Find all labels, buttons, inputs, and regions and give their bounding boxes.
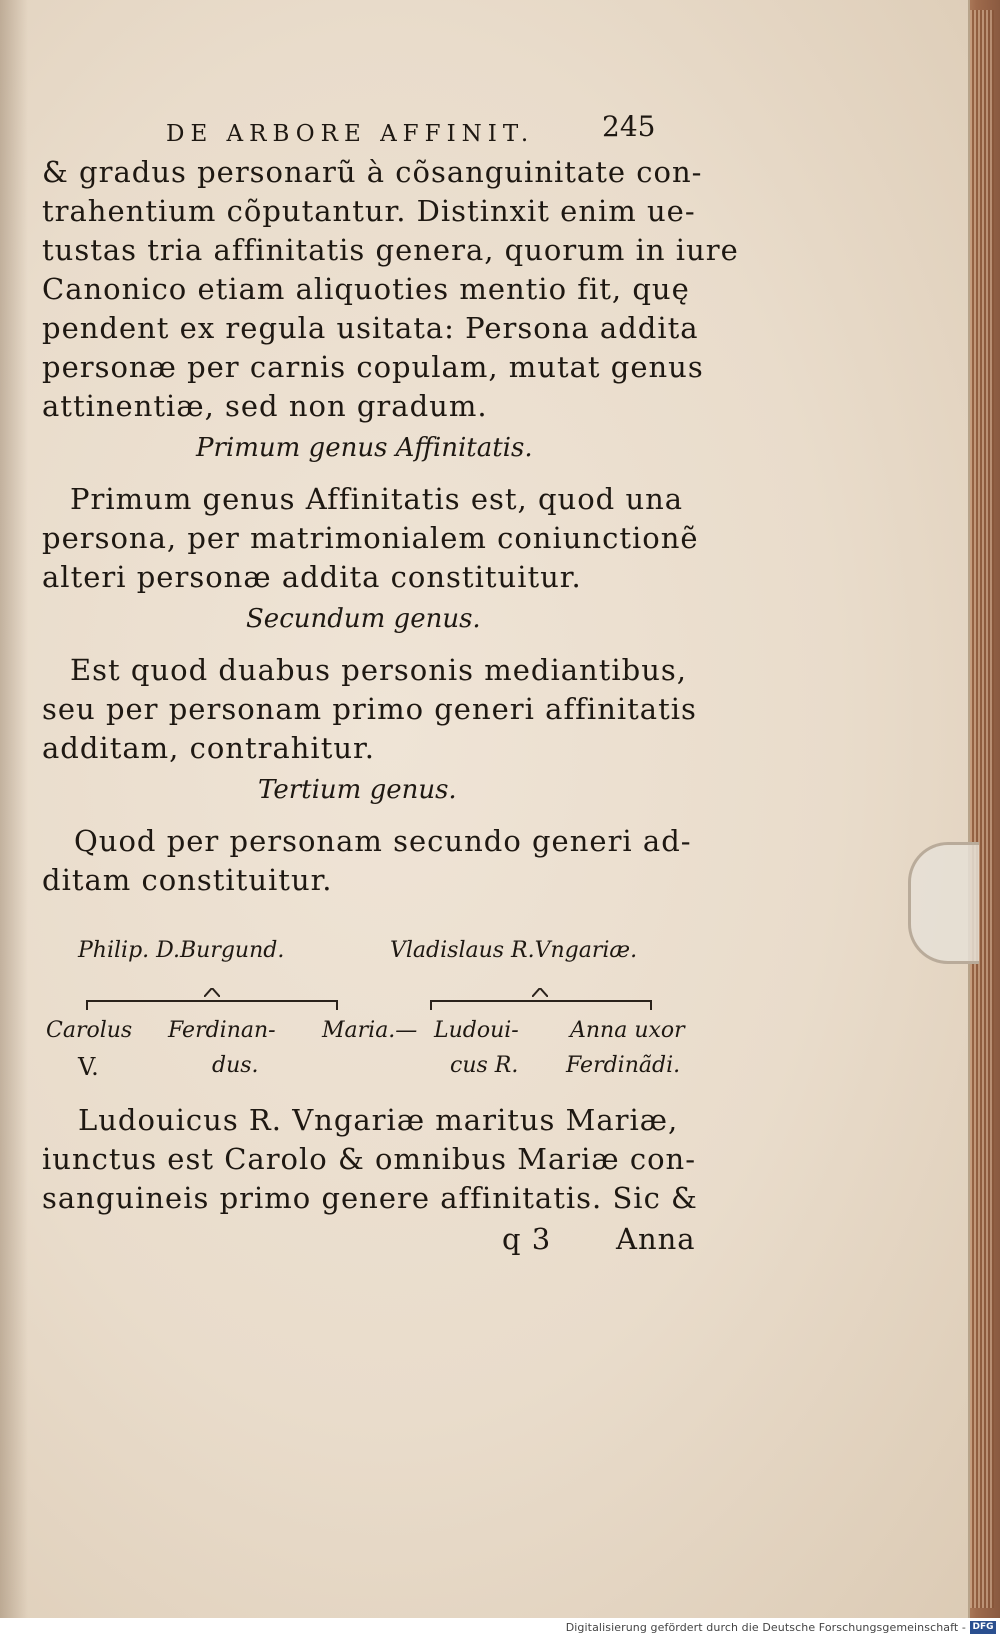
text-line: Quod per personam secundo generi ad-: [74, 824, 692, 858]
tree-child-ludouicus-2: cus R.: [450, 1053, 519, 1078]
text-line: personæ per carnis copulam, mutat genus: [42, 350, 704, 384]
text-line: persona, per matrimonialem coniunctionẽ: [42, 521, 699, 555]
page-number: 245: [602, 110, 656, 143]
text-line: alteri personæ addita constituitur.: [42, 560, 582, 594]
text-line: trahentium cõputantur. Distinxit enim ue-: [42, 194, 696, 228]
brace-peak: [532, 988, 548, 997]
running-title: DE ARBORE AFFINIT.: [166, 121, 535, 147]
tree-child-carolus-2: V.: [78, 1053, 99, 1081]
text-line: attinentiæ, sed non gradum.: [42, 389, 488, 423]
text-line: Canonico etiam aliquoties mentio fit, quę: [42, 272, 690, 306]
text-line: pendent ex regula usitata: Persona addita: [42, 311, 699, 345]
dfg-logo: DFG: [970, 1621, 996, 1634]
text-line: sanguineis primo genere affinitatis. Sic &: [42, 1181, 698, 1215]
tree-child-anna: Anna uxor: [570, 1018, 685, 1043]
text-line: Est quod duabus personis mediantibus,: [70, 653, 687, 687]
tree-child-ferdinandus: Ferdinan-: [168, 1018, 276, 1043]
tree-child-anna-2: Ferdinãdi.: [566, 1053, 681, 1078]
text-line: iunctus est Carolo & omnibus Mariæ con-: [42, 1142, 697, 1176]
text-line: tustas tria affinitatis genera, quorum in iure: [42, 233, 739, 267]
text-line: ditam constituitur.: [42, 863, 333, 897]
gutter-shadow: [0, 0, 28, 1618]
text-line: Ludouicus R. Vngariæ maritus Mariæ,: [78, 1103, 679, 1137]
text-line: Primum genus Affinitatis est, quod una: [70, 482, 684, 516]
section-heading: Secundum genus.: [246, 604, 481, 634]
tree-parent-left: Philip. D.Burgund.: [78, 938, 285, 963]
text-line: seu per personam primo generi affinitatis: [42, 692, 697, 726]
tree-child-ludouicus: Ludoui-: [434, 1018, 519, 1043]
tree-brace-right: [430, 1000, 652, 1002]
tree-child-carolus: Carolus: [46, 1018, 133, 1043]
tree-brace-left: [86, 1000, 338, 1002]
tree-child-ferdinandus-2: dus.: [212, 1053, 259, 1078]
page-clip: [908, 842, 979, 964]
section-heading: Primum genus Affinitatis.: [196, 433, 533, 463]
signature-mark: q 3: [502, 1222, 552, 1256]
tree-parent-right: Vladislaus R.Vngariæ.: [390, 938, 638, 963]
brace-peak: [204, 988, 220, 997]
text-line: additam, contrahitur.: [42, 731, 375, 765]
credit-text: Digitalisierung gefördert durch die Deutsche Forschungsgemeinschaft -: [565, 1621, 966, 1634]
catchword: Anna: [616, 1222, 696, 1256]
text-line: & gradus personarũ à cõsanguinitate con-: [42, 155, 703, 189]
section-heading: Tertium genus.: [258, 775, 457, 805]
tree-child-maria: Maria.—: [322, 1018, 418, 1043]
